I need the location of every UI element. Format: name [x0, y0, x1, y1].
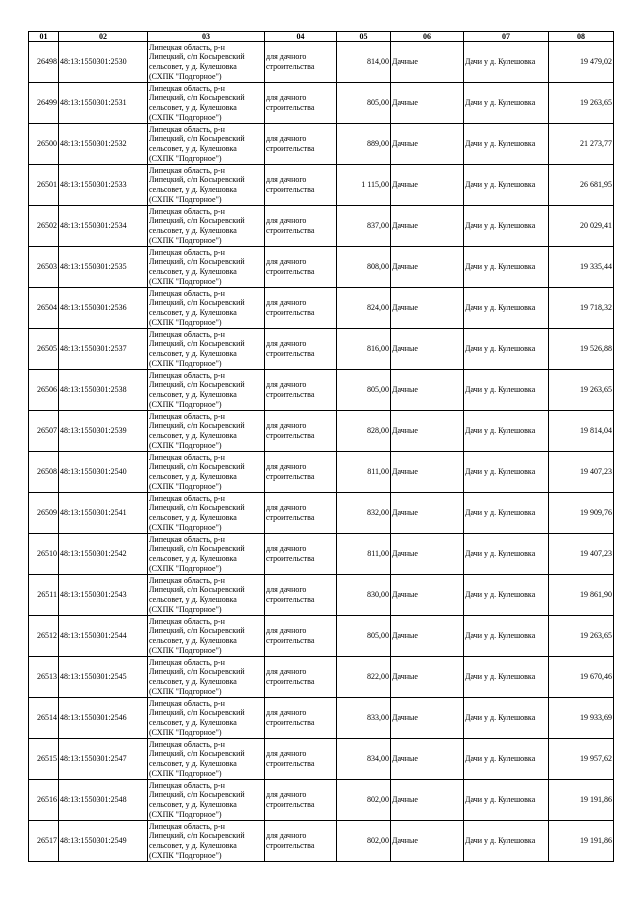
category-cell: Дачные: [391, 288, 464, 329]
area-cell: 814,00: [337, 42, 391, 83]
cadastral-value-cell: 19 407,23: [549, 452, 614, 493]
category-cell: Дачные: [391, 821, 464, 862]
table-row: [29, 493, 614, 534]
area-cell: 824,00: [337, 288, 391, 329]
address-cell: Липецкая область, р-н Липецкий, с/п Косыревский сельсовет, у д. Кулешовка (СХПК "Подгорное"): [148, 657, 265, 698]
row-number-cell: 26516: [29, 780, 59, 821]
row-number-cell: 26511: [29, 575, 59, 616]
cadastral-number-cell: 48:13:1550301:2530: [59, 42, 148, 83]
area-cell: 802,00: [337, 780, 391, 821]
cadastral-number-cell: 48:13:1550301:2545: [59, 657, 148, 698]
column-header-08: 08: [549, 32, 614, 42]
row-number-cell: 26513: [29, 657, 59, 698]
area-cell: 837,00: [337, 206, 391, 247]
area-cell: 816,00: [337, 329, 391, 370]
address-cell: Липецкая область, р-н Липецкий, с/п Косыревский сельсовет, у д. Кулешовка (СХПК "Подгорное"): [148, 575, 265, 616]
table-row: [29, 124, 614, 165]
table-row: [29, 206, 614, 247]
area-cell: 832,00: [337, 493, 391, 534]
cadastral-value-cell: 19 670,46: [549, 657, 614, 698]
table-row: [29, 575, 614, 616]
row-number-cell: 26501: [29, 165, 59, 206]
table-row: [29, 616, 614, 657]
category-cell: Дачные: [391, 698, 464, 739]
land-use-cell: для дачного строительства: [265, 698, 337, 739]
table-row: [29, 657, 614, 698]
cadastral-value-cell: 19 718,32: [549, 288, 614, 329]
address-cell: Липецкая область, р-н Липецкий, с/п Косыревский сельсовет, у д. Кулешовка (СХПК "Подгорное"): [148, 493, 265, 534]
cadastral-value-cell: 19 263,65: [549, 370, 614, 411]
location-name-cell: Дачи у д. Кулешовка: [464, 165, 549, 206]
area-cell: 834,00: [337, 739, 391, 780]
row-number-cell: 26515: [29, 739, 59, 780]
cadastral-number-cell: 48:13:1550301:2548: [59, 780, 148, 821]
category-cell: Дачные: [391, 780, 464, 821]
area-cell: 811,00: [337, 534, 391, 575]
table-row: [29, 411, 614, 452]
cadastral-number-cell: 48:13:1550301:2544: [59, 616, 148, 657]
row-number-cell: 26508: [29, 452, 59, 493]
row-number-cell: 26498: [29, 42, 59, 83]
table-row: [29, 452, 614, 493]
category-cell: Дачные: [391, 370, 464, 411]
area-cell: 805,00: [337, 616, 391, 657]
address-cell: Липецкая область, р-н Липецкий, с/п Косыревский сельсовет, у д. Кулешовка (СХПК "Подгорное"): [148, 616, 265, 657]
address-cell: Липецкая область, р-н Липецкий, с/п Косыревский сельсовет, у д. Кулешовка (СХПК "Подгорное"): [148, 739, 265, 780]
category-cell: Дачные: [391, 452, 464, 493]
row-number-cell: 26507: [29, 411, 59, 452]
cadastral-number-cell: 48:13:1550301:2532: [59, 124, 148, 165]
row-number-cell: 26504: [29, 288, 59, 329]
location-name-cell: Дачи у д. Кулешовка: [464, 370, 549, 411]
location-name-cell: Дачи у д. Кулешовка: [464, 698, 549, 739]
cadastral-value-cell: 19 957,62: [549, 739, 614, 780]
cadastral-number-cell: 48:13:1550301:2540: [59, 452, 148, 493]
cadastral-value-cell: 19 335,44: [549, 247, 614, 288]
category-cell: Дачные: [391, 165, 464, 206]
area-cell: 822,00: [337, 657, 391, 698]
cadastral-number-cell: 48:13:1550301:2546: [59, 698, 148, 739]
address-cell: Липецкая область, р-н Липецкий, с/п Косыревский сельсовет, у д. Кулешовка (СХПК "Подгорное"): [148, 124, 265, 165]
cadastral-value-cell: 19 191,86: [549, 780, 614, 821]
area-cell: 828,00: [337, 411, 391, 452]
land-use-cell: для дачного строительства: [265, 247, 337, 288]
land-use-cell: для дачного строительства: [265, 206, 337, 247]
cadastral-number-cell: 48:13:1550301:2538: [59, 370, 148, 411]
land-use-cell: для дачного строительства: [265, 657, 337, 698]
category-cell: Дачные: [391, 616, 464, 657]
address-cell: Липецкая область, р-н Липецкий, с/п Косыревский сельсовет, у д. Кулешовка (СХПК "Подгорное"): [148, 288, 265, 329]
location-name-cell: Дачи у д. Кулешовка: [464, 780, 549, 821]
category-cell: Дачные: [391, 739, 464, 780]
column-header-05: 05: [337, 32, 391, 42]
area-cell: 805,00: [337, 370, 391, 411]
cadastral-value-cell: 20 029,41: [549, 206, 614, 247]
location-name-cell: Дачи у д. Кулешовка: [464, 452, 549, 493]
land-use-cell: для дачного строительства: [265, 83, 337, 124]
cadastral-value-cell: 19 933,69: [549, 698, 614, 739]
category-cell: Дачные: [391, 247, 464, 288]
table-row: [29, 329, 614, 370]
table-row: [29, 165, 614, 206]
area-cell: 805,00: [337, 83, 391, 124]
cadastral-number-cell: 48:13:1550301:2537: [59, 329, 148, 370]
cadastral-number-cell: 48:13:1550301:2547: [59, 739, 148, 780]
row-number-cell: 26506: [29, 370, 59, 411]
land-use-cell: для дачного строительства: [265, 165, 337, 206]
cadastral-number-cell: 48:13:1550301:2531: [59, 83, 148, 124]
location-name-cell: Дачи у д. Кулешовка: [464, 739, 549, 780]
category-cell: Дачные: [391, 329, 464, 370]
location-name-cell: Дачи у д. Кулешовка: [464, 493, 549, 534]
area-cell: 808,00: [337, 247, 391, 288]
category-cell: Дачные: [391, 83, 464, 124]
table-row: [29, 370, 614, 411]
cadastral-value-cell: 19 263,65: [549, 616, 614, 657]
address-cell: Липецкая область, р-н Липецкий, с/п Косыревский сельсовет, у д. Кулешовка (СХПК "Подгорное"): [148, 370, 265, 411]
row-number-cell: 26512: [29, 616, 59, 657]
row-number-cell: 26505: [29, 329, 59, 370]
table-body: [29, 42, 614, 862]
address-cell: Липецкая область, р-н Липецкий, с/п Косыревский сельсовет, у д. Кулешовка (СХПК "Подгорное"): [148, 698, 265, 739]
land-use-cell: для дачного строительства: [265, 534, 337, 575]
category-cell: Дачные: [391, 493, 464, 534]
area-cell: 1 115,00: [337, 165, 391, 206]
table-row: [29, 42, 614, 83]
land-use-cell: для дачного строительства: [265, 288, 337, 329]
category-cell: Дачные: [391, 206, 464, 247]
land-use-cell: для дачного строительства: [265, 42, 337, 83]
address-cell: Липецкая область, р-н Липецкий, с/п Косыревский сельсовет, у д. Кулешовка (СХПК "Подгорное"): [148, 329, 265, 370]
cadastral-number-cell: 48:13:1550301:2536: [59, 288, 148, 329]
land-use-cell: для дачного строительства: [265, 329, 337, 370]
address-cell: Липецкая область, р-н Липецкий, с/п Косыревский сельсовет, у д. Кулешовка (СХПК "Подгорное"): [148, 247, 265, 288]
location-name-cell: Дачи у д. Кулешовка: [464, 83, 549, 124]
address-cell: Липецкая область, р-н Липецкий, с/п Косыревский сельсовет, у д. Кулешовка (СХПК "Подгорное"): [148, 534, 265, 575]
cadastral-number-cell: 48:13:1550301:2533: [59, 165, 148, 206]
table-row: [29, 534, 614, 575]
table-row: [29, 288, 614, 329]
column-header-04: 04: [265, 32, 337, 42]
land-use-cell: для дачного строительства: [265, 124, 337, 165]
address-cell: Липецкая область, р-н Липецкий, с/п Косыревский сельсовет, у д. Кулешовка (СХПК "Подгорное"): [148, 452, 265, 493]
location-name-cell: Дачи у д. Кулешовка: [464, 288, 549, 329]
row-number-cell: 26500: [29, 124, 59, 165]
location-name-cell: Дачи у д. Кулешовка: [464, 534, 549, 575]
area-cell: 889,00: [337, 124, 391, 165]
location-name-cell: Дачи у д. Кулешовка: [464, 247, 549, 288]
column-header-03: 03: [148, 32, 265, 42]
cadastral-value-cell: 19 191,86: [549, 821, 614, 862]
address-cell: Липецкая область, р-н Липецкий, с/п Косыревский сельсовет, у д. Кулешовка (СХПК "Подгорное"): [148, 206, 265, 247]
cadastral-number-cell: 48:13:1550301:2534: [59, 206, 148, 247]
category-cell: Дачные: [391, 657, 464, 698]
land-use-cell: для дачного строительства: [265, 821, 337, 862]
area-cell: 833,00: [337, 698, 391, 739]
row-number-cell: 26514: [29, 698, 59, 739]
column-header-01: 01: [29, 32, 59, 42]
cadastral-value-cell: 19 263,65: [549, 83, 614, 124]
row-number-cell: 26509: [29, 493, 59, 534]
cadastral-number-cell: 48:13:1550301:2535: [59, 247, 148, 288]
area-cell: 830,00: [337, 575, 391, 616]
cadastral-value-cell: 26 681,95: [549, 165, 614, 206]
cadastral-number-cell: 48:13:1550301:2541: [59, 493, 148, 534]
category-cell: Дачные: [391, 575, 464, 616]
location-name-cell: Дачи у д. Кулешовка: [464, 329, 549, 370]
cadastral-value-cell: 19 479,02: [549, 42, 614, 83]
land-use-cell: для дачного строительства: [265, 370, 337, 411]
location-name-cell: Дачи у д. Кулешовка: [464, 616, 549, 657]
cadastral-value-cell: 21 273,77: [549, 124, 614, 165]
category-cell: Дачные: [391, 124, 464, 165]
header-row: [29, 32, 614, 42]
land-use-cell: для дачного строительства: [265, 739, 337, 780]
land-use-cell: для дачного строительства: [265, 452, 337, 493]
column-header-02: 02: [59, 32, 148, 42]
address-cell: Липецкая область, р-н Липецкий, с/п Косыревский сельсовет, у д. Кулешовка (СХПК "Подгорное"): [148, 165, 265, 206]
location-name-cell: Дачи у д. Кулешовка: [464, 124, 549, 165]
category-cell: Дачные: [391, 411, 464, 452]
land-use-cell: для дачного строительства: [265, 780, 337, 821]
area-cell: 811,00: [337, 452, 391, 493]
cadastral-value-cell: 19 526,88: [549, 329, 614, 370]
location-name-cell: Дачи у д. Кулешовка: [464, 42, 549, 83]
cadastral-value-cell: 19 407,23: [549, 534, 614, 575]
location-name-cell: Дачи у д. Кулешовка: [464, 575, 549, 616]
row-number-cell: 26517: [29, 821, 59, 862]
table-row: [29, 780, 614, 821]
address-cell: Липецкая область, р-н Липецкий, с/п Косыревский сельсовет, у д. Кулешовка (СХПК "Подгорное"): [148, 780, 265, 821]
table-row: [29, 739, 614, 780]
cadastral-number-cell: 48:13:1550301:2543: [59, 575, 148, 616]
location-name-cell: Дачи у д. Кулешовка: [464, 657, 549, 698]
row-number-cell: 26503: [29, 247, 59, 288]
cadastral-number-cell: 48:13:1550301:2539: [59, 411, 148, 452]
location-name-cell: Дачи у д. Кулешовка: [464, 411, 549, 452]
cadastral-value-cell: 19 909,76: [549, 493, 614, 534]
column-header-07: 07: [464, 32, 549, 42]
land-use-cell: для дачного строительства: [265, 493, 337, 534]
address-cell: Липецкая область, р-н Липецкий, с/п Косыревский сельсовет, у д. Кулешовка (СХПК "Подгорное"): [148, 411, 265, 452]
column-header-06: 06: [391, 32, 464, 42]
category-cell: Дачные: [391, 534, 464, 575]
table-row: [29, 247, 614, 288]
table-row: [29, 83, 614, 124]
cadastral-value-cell: 19 861,90: [549, 575, 614, 616]
area-cell: 802,00: [337, 821, 391, 862]
location-name-cell: Дачи у д. Кулешовка: [464, 206, 549, 247]
land-registry-table: [28, 31, 614, 862]
row-number-cell: 26510: [29, 534, 59, 575]
address-cell: Липецкая область, р-н Липецкий, с/п Косыревский сельсовет, у д. Кулешовка (СХПК "Подгорное"): [148, 42, 265, 83]
address-cell: Липецкая область, р-н Липецкий, с/п Косыревский сельсовет, у д. Кулешовка (СХПК "Подгорное"): [148, 83, 265, 124]
cadastral-value-cell: 19 814,04: [549, 411, 614, 452]
land-use-cell: для дачного строительства: [265, 616, 337, 657]
location-name-cell: Дачи у д. Кулешовка: [464, 821, 549, 862]
land-use-cell: для дачного строительства: [265, 411, 337, 452]
table-row: [29, 698, 614, 739]
cadastral-number-cell: 48:13:1550301:2549: [59, 821, 148, 862]
row-number-cell: 26499: [29, 83, 59, 124]
address-cell: Липецкая область, р-н Липецкий, с/п Косыревский сельсовет, у д. Кулешовка (СХПК "Подгорное"): [148, 821, 265, 862]
land-use-cell: для дачного строительства: [265, 575, 337, 616]
row-number-cell: 26502: [29, 206, 59, 247]
table-row: [29, 821, 614, 862]
category-cell: Дачные: [391, 42, 464, 83]
cadastral-number-cell: 48:13:1550301:2542: [59, 534, 148, 575]
